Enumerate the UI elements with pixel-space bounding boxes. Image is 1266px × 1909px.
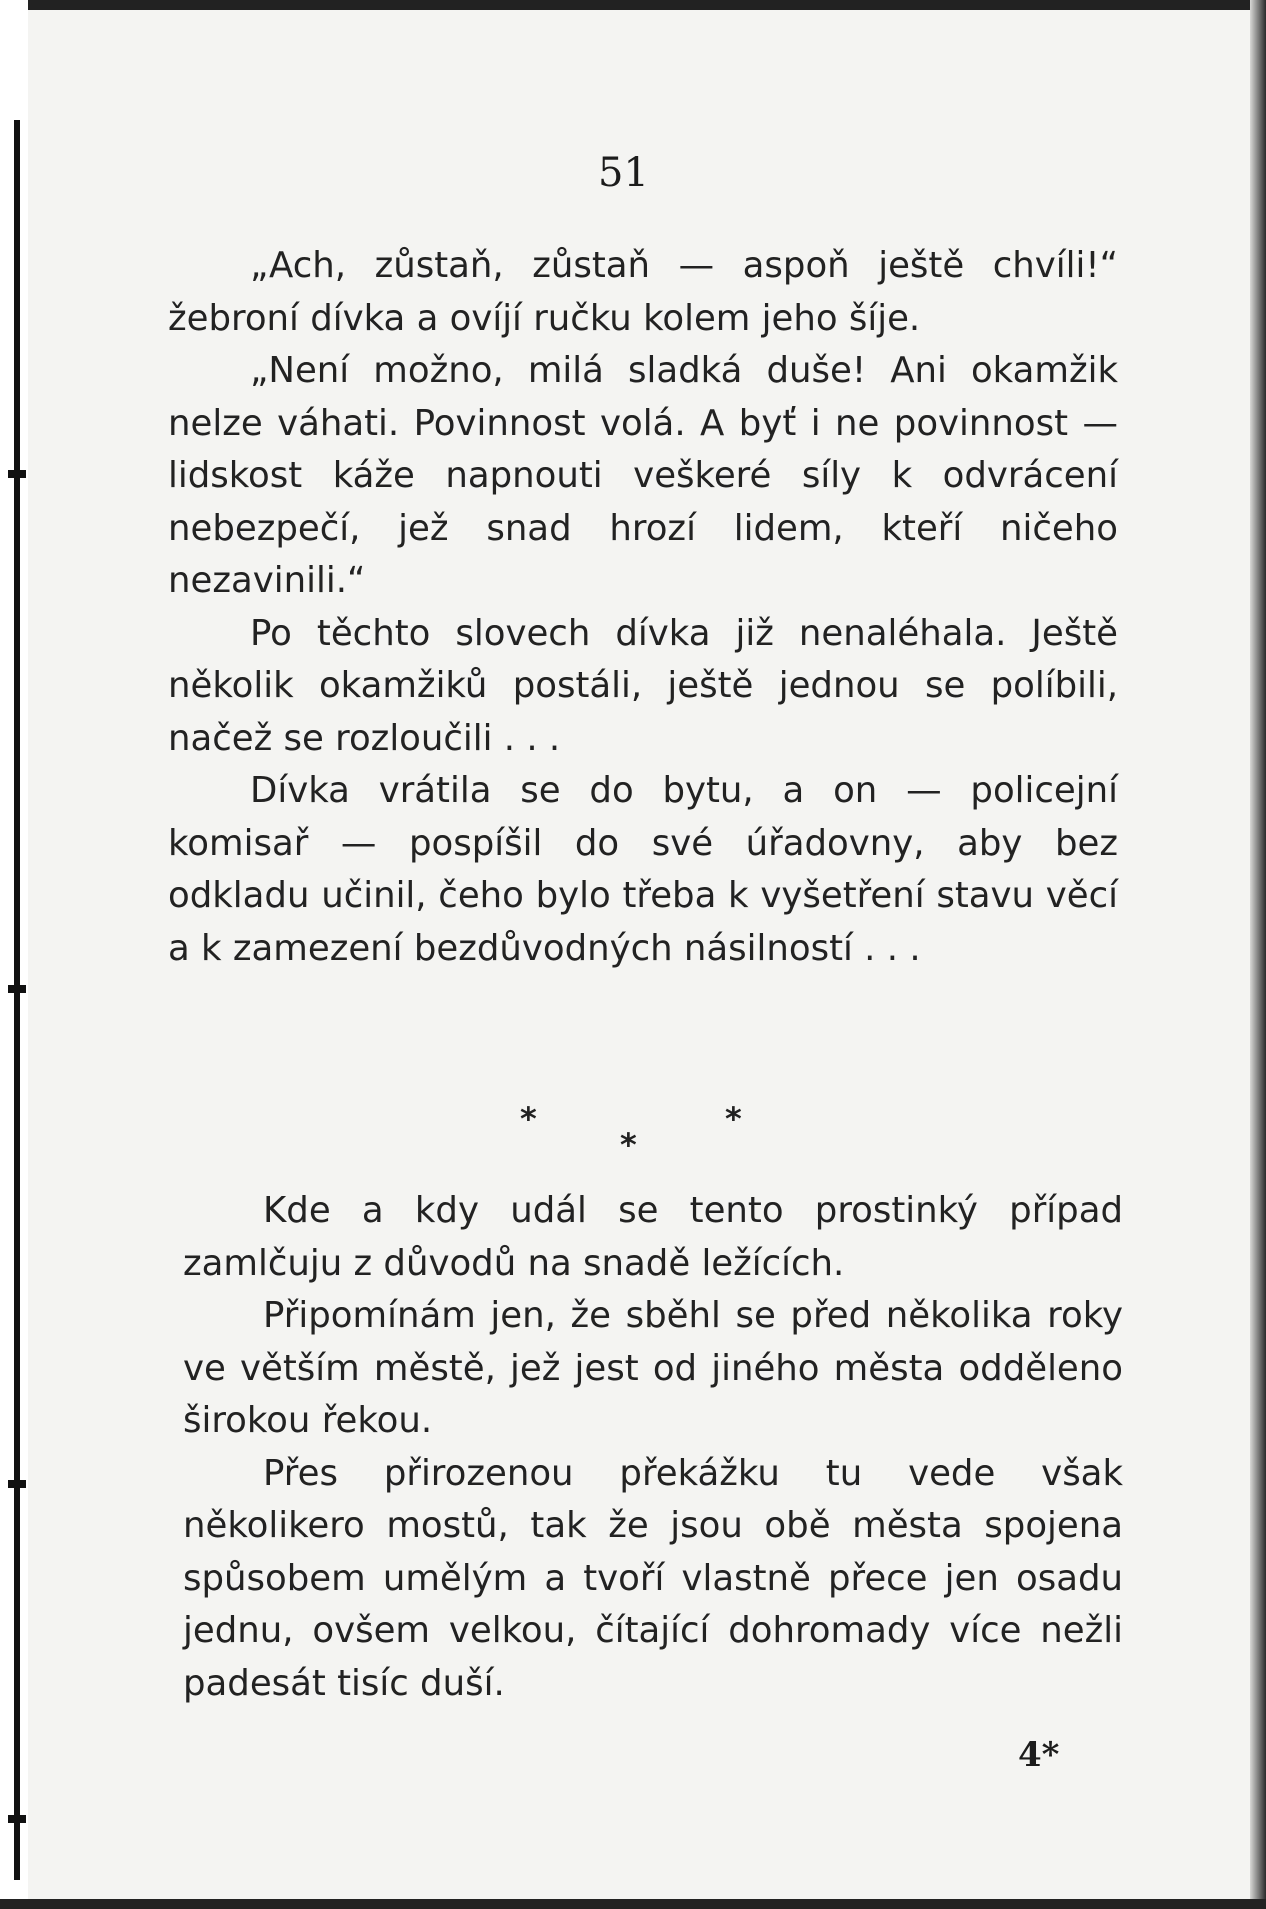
asterism-star-left: * xyxy=(520,1100,537,1138)
binding-edge xyxy=(0,0,28,1909)
binding-tick xyxy=(8,1815,26,1823)
paragraph: Připomínám jen, že sběhl se před několika roky ve větším městě, jež jest od jiného města odděleno širokou řekou. xyxy=(183,1295,1123,1441)
asterism-star-right: * xyxy=(725,1100,742,1138)
scan-top-edge xyxy=(0,0,1266,10)
paragraph: „Ach, zůstaň, zůstaň — aspoň ještě chvíli!“ žebroní dívka a ovíjí ručku kolem jeho šíje. xyxy=(168,245,1118,339)
asterism-star-center: * xyxy=(620,1126,637,1164)
paragraph: „Není možno, milá sladká duše! Ani okamžik nelze váhati. Povinnost volá. A byť i ne povinnost — lidskost káže napnouti veškeré síly k odvrácení nebezpečí, jež snad hrozí lidem, kteří ničeho nezavinili.“ xyxy=(168,350,1118,601)
scan-bottom-edge xyxy=(0,1899,1266,1909)
book-page xyxy=(28,10,1250,1900)
binding-tick xyxy=(8,1480,26,1488)
paragraph: Kde a kdy udál se tento prostinký případ zamlčuju z důvodů na snadě ležících. xyxy=(183,1190,1123,1284)
binding-tick xyxy=(8,985,26,993)
section-two-text xyxy=(183,1185,1123,1710)
paragraph: Po těchto slovech dívka již nenaléhala. Ještě několik okamžiků postáli, ještě jednou se políbili, načež se rozloučili . . . xyxy=(168,612,1118,759)
signature-mark: 4* xyxy=(1018,1735,1060,1775)
asterism-divider xyxy=(28,1100,1250,1180)
paragraph: Dívka vrátila se do bytu, a on — policejní komisař — pospíšil do své úřadovny, aby bez odkladu učinil, čeho bylo třeba k vyšetření stavu věcí a k zamezení bezdůvodných násilností . . . xyxy=(168,770,1118,969)
page-number: 51 xyxy=(598,150,649,196)
scan-right-edge xyxy=(1250,0,1266,1909)
binding-tick xyxy=(8,470,26,478)
binding-line xyxy=(14,120,20,1880)
section-one-text xyxy=(168,240,1118,975)
paragraph: Přes přirozenou překážku tu vede však několikero mostů, tak že jsou obě města spojena spůsobem umělým a tvoří vlastně přece jen osadu jednu, ovšem velkou, čítající dohromady více nežli padesát tisíc duší. xyxy=(183,1452,1123,1704)
